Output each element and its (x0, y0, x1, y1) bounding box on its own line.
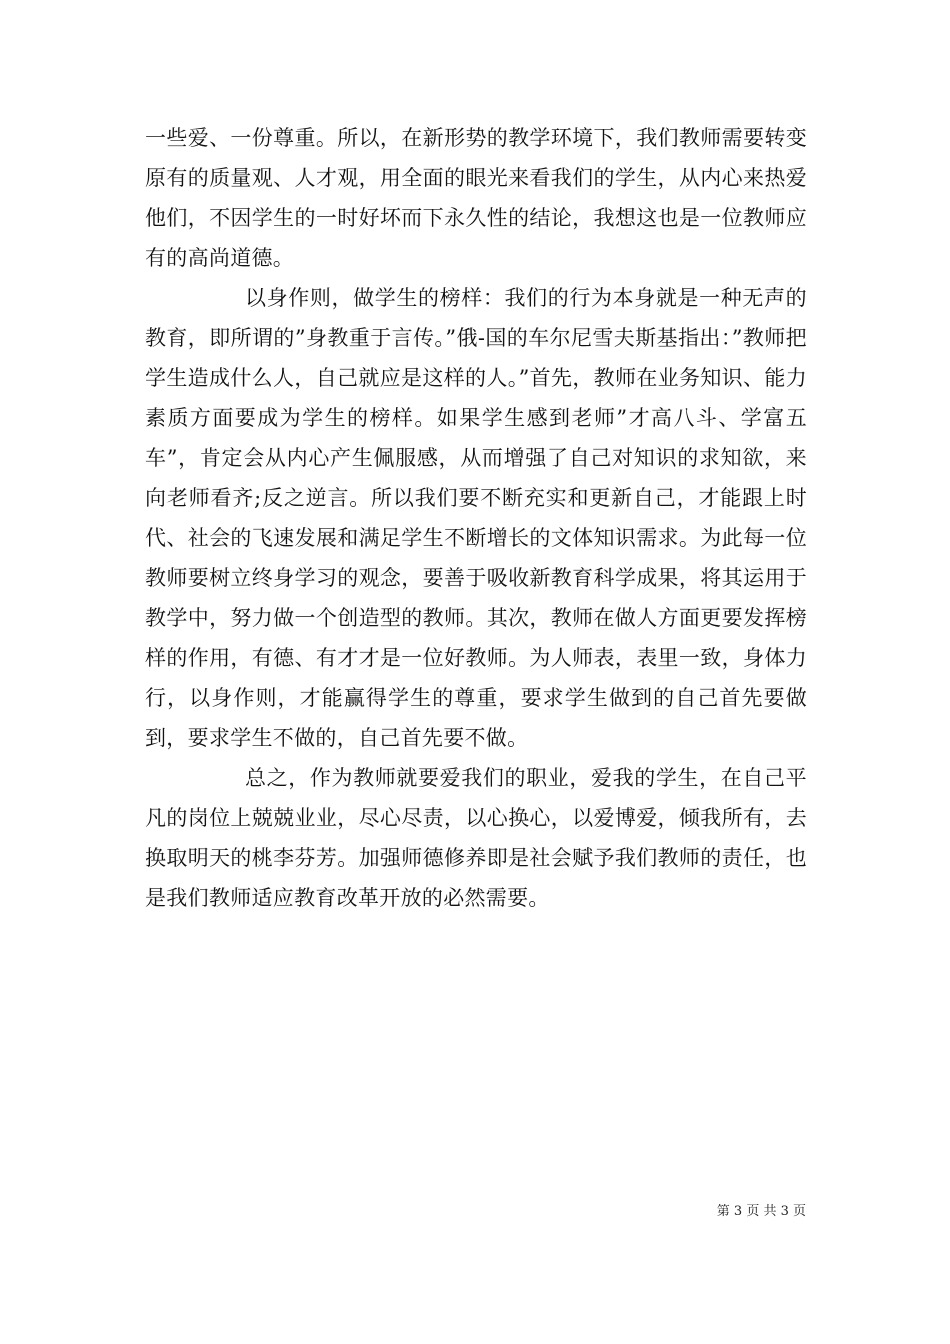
page-number-footer: 第 3 页 共 3 页 (716, 1204, 806, 1219)
paragraph-role-model: 以身作则，做学生的榜样：我们的行为本身就是一种无声的教育，即所谓的”身教重于言传。”俄-国的车尔尼雪夫斯基指出：”教师把学生造成什么人，自己就应是这样的人。”首先，教师在业务知识、能力素质方面要成为学生的榜样。如果学生感到老师”才高八斗、学富五车”，肯定会从内心产生佩服感，从而增强了自己对知识的求知欲，来向老师看齐;反之逆言。所以我们要不断充实和更新自己，才能跟上时代、社会的飞速发展和满足学生不断增长的文体知识需求。为此每一位教师要树立终身学习的观念，要善于吸收新教育科学成果，将其运用于教学中，努力做一个创造型的教师。其次，教师在做人方面更要发挥榜样的作用，有德、有才才是一位好教师。为人师表，表里一致，身体力行，以身作则，才能赢得学生的尊重，要求学生做到的自己首先要做到，要求学生不做的，自己首先要不做。 (145, 286, 807, 750)
paragraph-conclusion: 总之，作为教师就要爱我们的职业，爱我的学生，在自己平凡的岗位上兢兢业业，尽心尽责，以心换心，以爱博爱，倾我所有，去换取明天的桃李芬芳。加强师德修养即是社会赋予我们教师的责任，也是我们教师适应教育改革开放的必然需要。 (145, 766, 807, 910)
document-body (145, 118, 807, 918)
paragraph-continuation: 一些爱、一份尊重。所以，在新形势的教学环境下，我们教师需要转变原有的质量观、人才观，用全面的眼光来看我们的学生，从内心来热爱他们，不因学生的一时好坏而下永久性的结论，我想这也是一位教师应有的高尚道德。 (145, 126, 807, 270)
